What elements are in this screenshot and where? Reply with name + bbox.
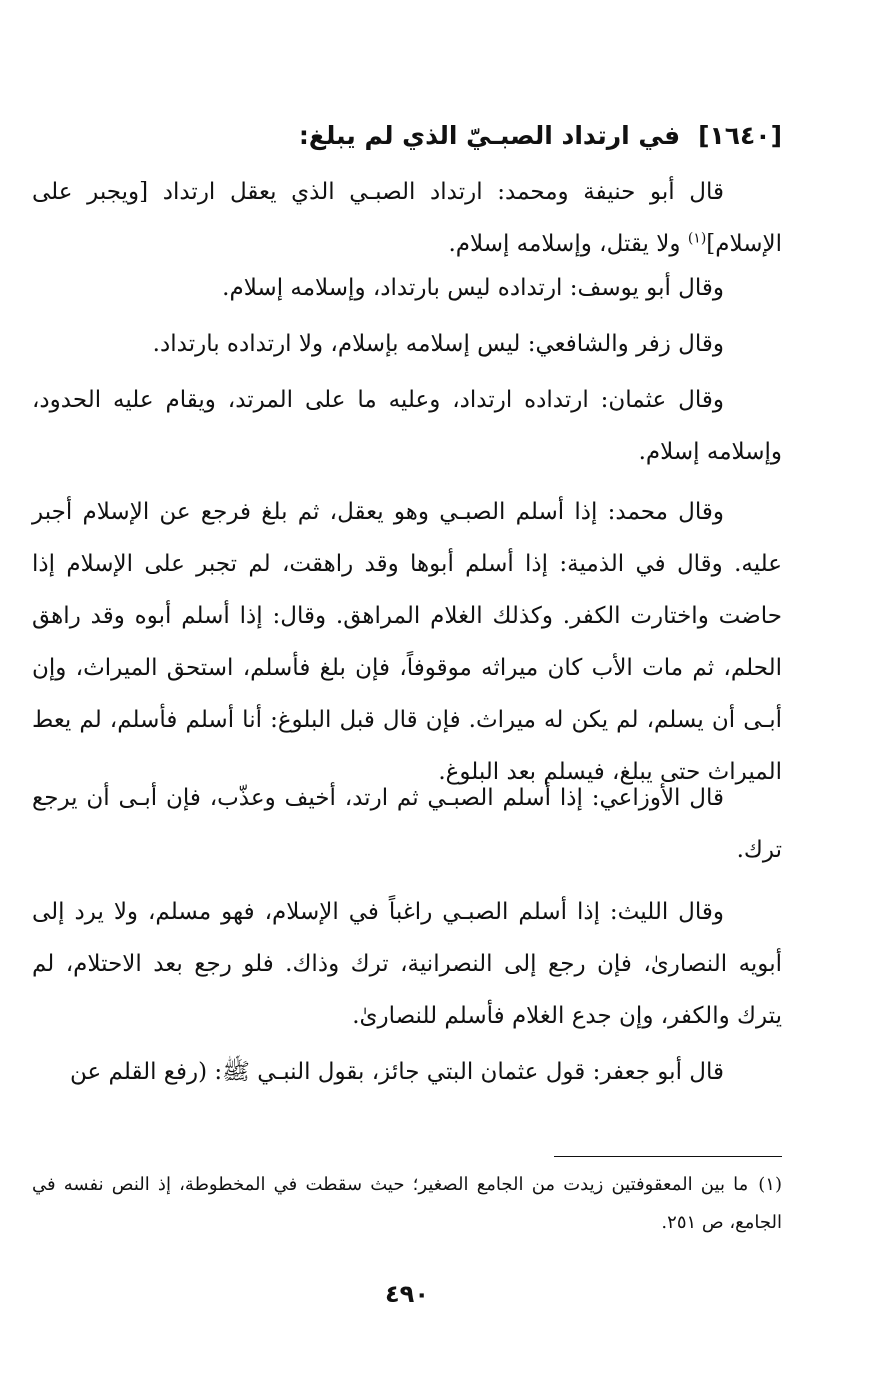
footnote-divider <box>554 1156 782 1157</box>
document-page <box>32 0 782 1383</box>
paragraph-text: قال أبو حنيفة ومحمد: ارتداد الصبـي الذي يعقل ارتداد [ويجبر على الإسلام] <box>32 179 782 257</box>
paragraph-layth: وقال الليث: إذا أسلم الصبـي راغباً في الإسلام، فهو مسلم، ولا يرد إلى أبويه النصارىٰ، فإن رجع إلى النصرانية، ترك وذاك. فلو رجع بعد الاحتلام، لم يترك والكفر، وإن جدع الغلام فأسلم للنصارىٰ. <box>32 899 782 1029</box>
footnote-text: ما بين المعقوفتين زيدت من الجامع الصغير؛ حيث سقطت في المخطوطة، إذ النص نفسه في الجامع، ص ٢٥١. <box>32 1174 782 1233</box>
footnote-number: (١) <box>758 1174 782 1195</box>
paragraph-text: ولا يقتل، وإسلامه إسلام. <box>448 231 688 257</box>
paragraph-zufar-shafii: وقال زفر والشافعي: ليس إسلامه بإسلام، ولا ارتداده بارتداد. <box>152 331 724 357</box>
paragraph-abu-hanifa <box>32 166 782 270</box>
paragraph-awzai: قال الأوزاعي: إذا أسلم الصبـي ثم ارتد، أخيف وعذّب، فإن أبـى أن يرجع ترك. <box>32 785 782 863</box>
footnote-reference[interactable]: (١) <box>687 230 707 247</box>
paragraph-uthman: وقال عثمان: ارتداده ارتداد، وعليه ما على المرتد، ويقام عليه الحدود، وإسلامه إسلام. <box>32 387 782 465</box>
footnote <box>32 1166 782 1242</box>
page-number: ٤٩٠ <box>385 1280 429 1308</box>
paragraph-abu-jafar: قال أبو جعفر: قول عثمان البتي جائز، بقول النبـي ﷺ: (رفع القلم عن <box>70 1059 724 1085</box>
section-title: في ارتداد الصبـيّ الذي لم يبلغ: <box>298 121 681 150</box>
paragraph-muhammad: وقال محمد: إذا أسلم الصبـي وهو يعقل، ثم بلغ فرجع عن الإسلام أجبر عليه. وقال في الذمية: إذا أسلم أبوها وقد راهقت، لم تجبر على الإسلام إذا حاضت واختارت الكفر. وكذلك الغلام المراهق. وقال: إذا أسلم أبوه وقد راهق الحلم، ثم مات الأب كان ميراثه موقوفاً، فإن بلغ فأسلم، استحق الميراث، وإن أبـى أن يسلم، لم يكن له ميراث. فإن قال قبل البلوغ: أنا أسلم فأسلم، لم يعط الميراث حتى يبلغ، فيسلم بعد البلوغ. <box>32 499 782 785</box>
section-heading <box>32 112 782 160</box>
section-number: [١٦٤٠] <box>698 121 782 150</box>
paragraph-abu-yusuf: وقال أبو يوسف: ارتداده ليس بارتداد، وإسلامه إسلام. <box>222 275 724 301</box>
